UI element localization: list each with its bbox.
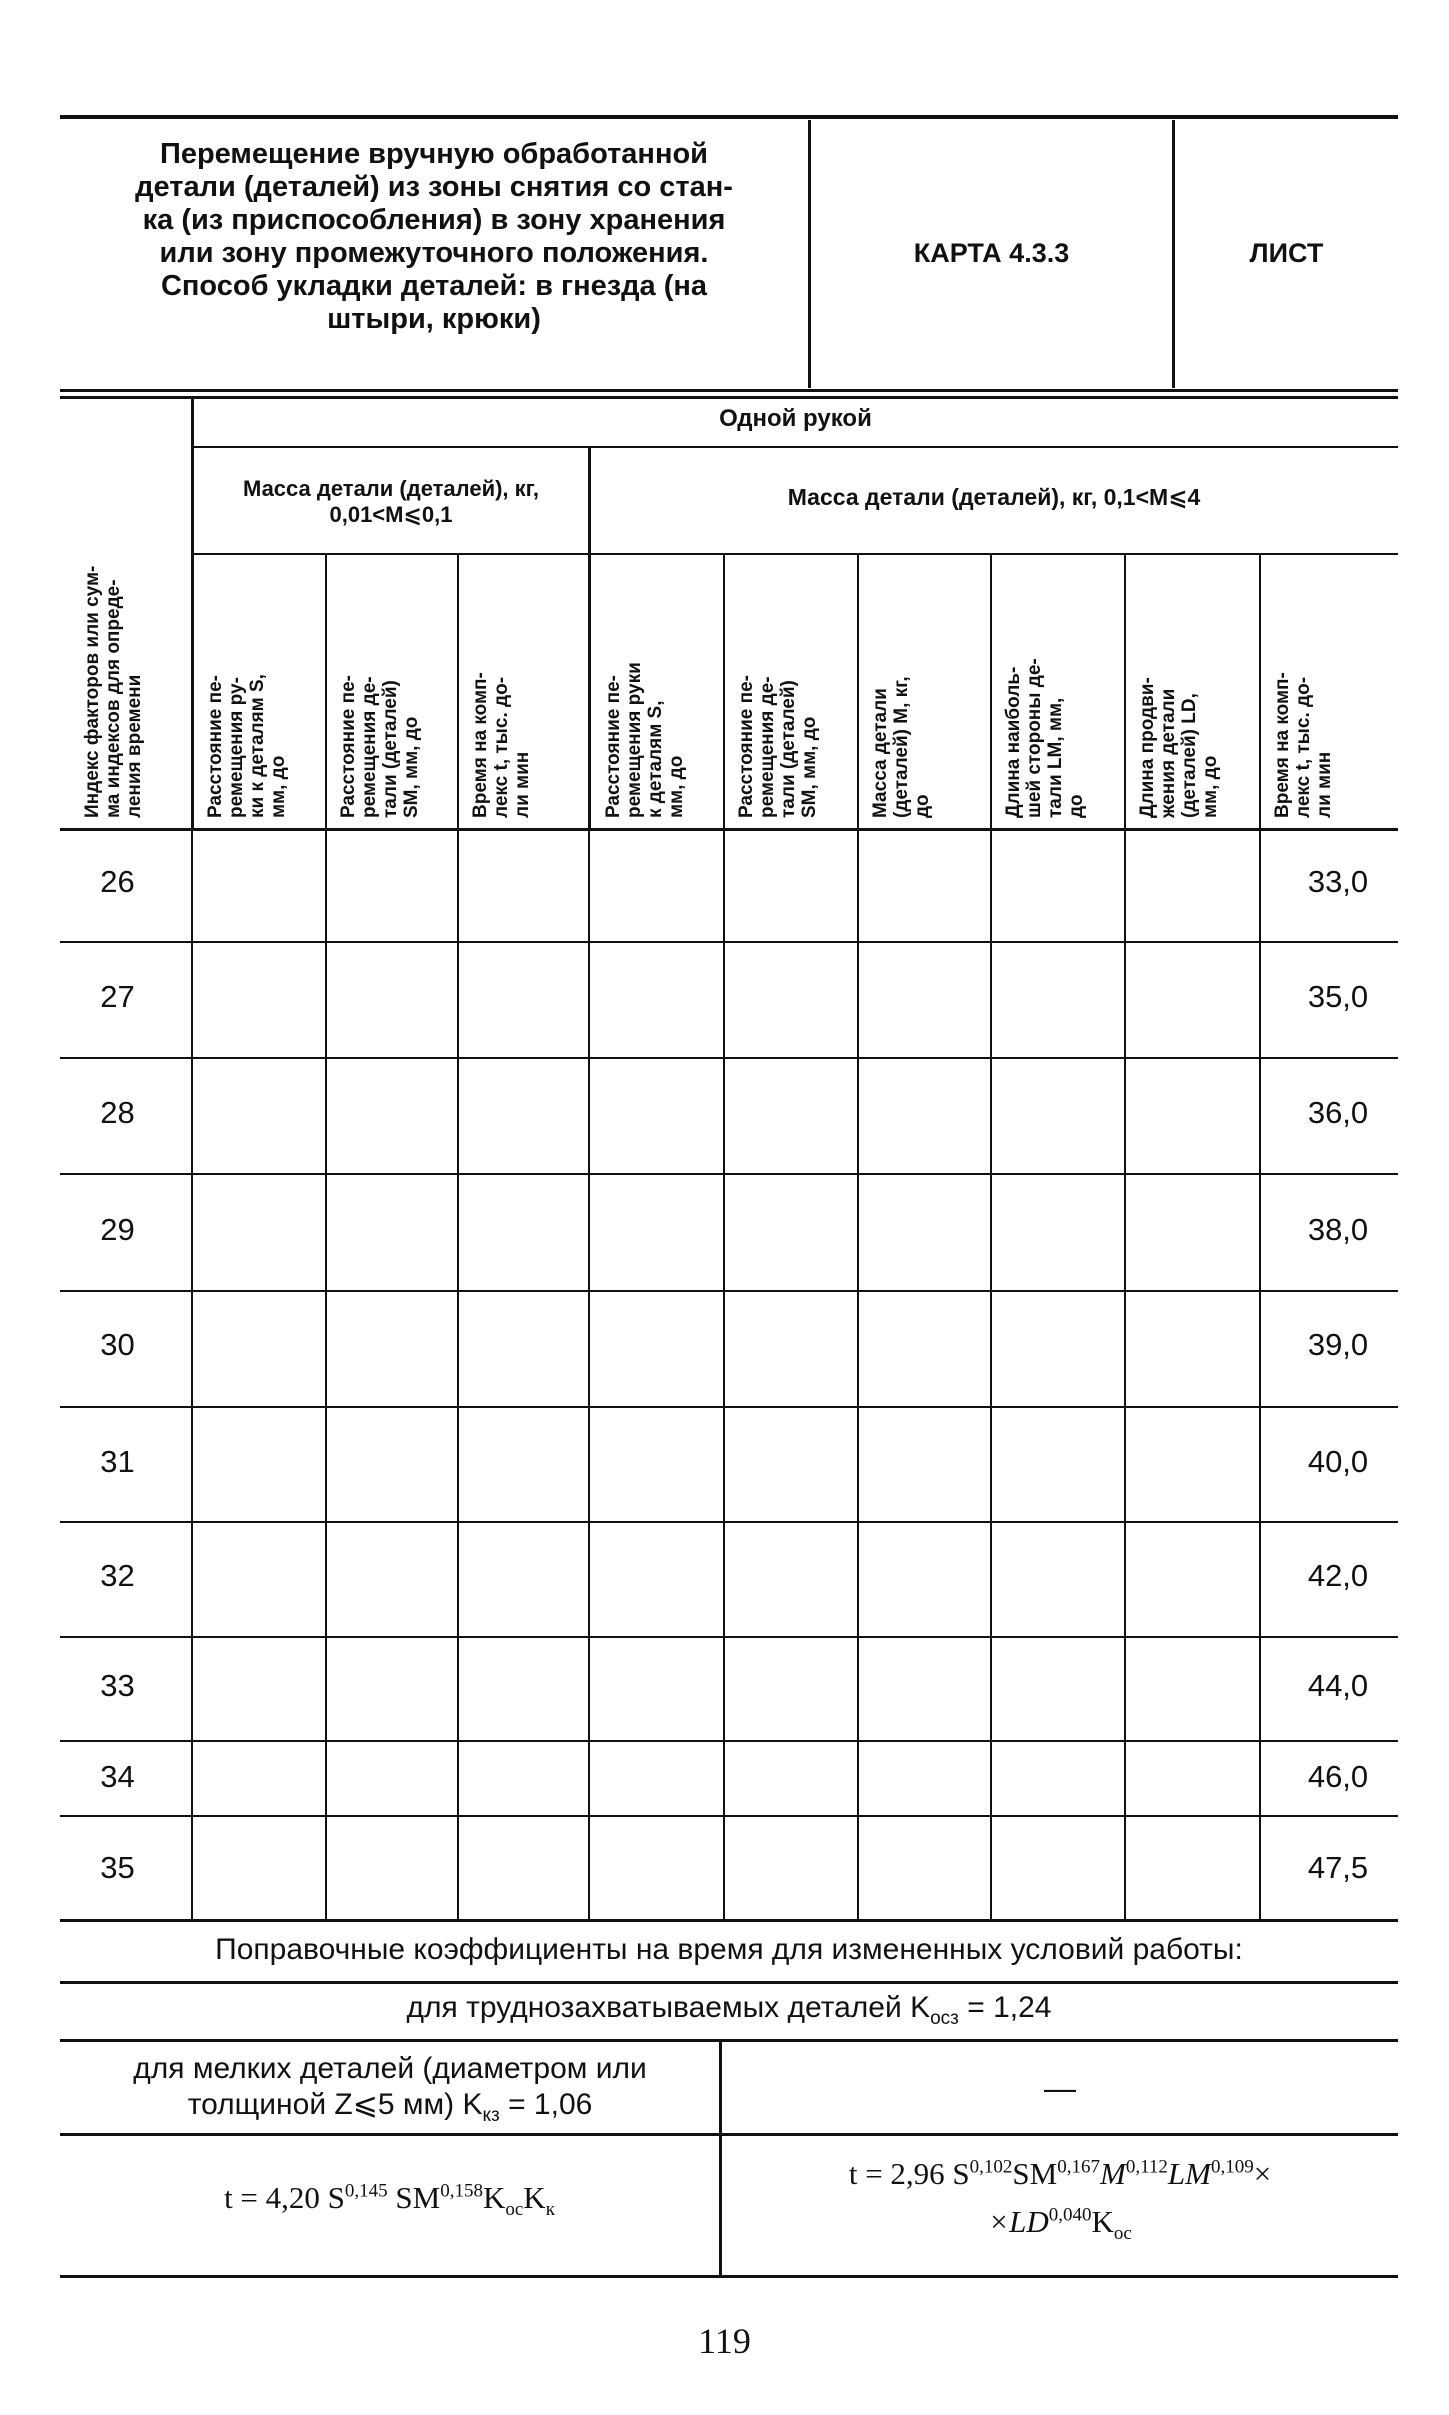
subgroup-left-header: Масса детали (деталей), кг, 0,01<M⩽0,1 [242, 476, 540, 527]
row-index: 26 [100, 864, 135, 899]
row-rule [60, 1173, 1398, 1175]
formula-term: × [1253, 2156, 1272, 2191]
formula-bottom-rule [60, 2275, 1398, 2278]
column-header: Расстояние пе- ремещения руки к деталям S, мм, до [603, 662, 687, 818]
column-header: Расстояние пе- ремещения ру- ки к деталям S, мм, до [205, 674, 289, 818]
subgroup-rule [193, 553, 1398, 555]
row-index: 28 [100, 1095, 135, 1130]
column-header: Время на комп- лекс t, тыс. до- ли мин [470, 672, 533, 818]
body-col-rule [191, 831, 193, 1919]
hard-to-grip-label: для труднозахватываемых деталей K [406, 1991, 931, 2024]
body-col-rule [325, 831, 327, 1919]
formula-term: K [482, 2180, 506, 2215]
index-col-rule [191, 398, 194, 830]
table-top-rule [60, 396, 1398, 399]
corrections-rule [60, 1981, 1398, 1984]
col-rule [1124, 554, 1126, 830]
header-body-rule [60, 828, 1398, 831]
col-rule [325, 554, 327, 830]
formula-exp: 0,167 [1057, 2156, 1100, 2178]
card-title-line: детали (деталей) из зоны снятия со стан- [135, 171, 733, 203]
card-title-line: штыри, крюки) [327, 303, 541, 335]
group-header: Одной рукой [719, 405, 872, 432]
row-index: 33 [100, 1668, 135, 1703]
row-rule [60, 1740, 1398, 1742]
index-column-header: Индекс факторов или сум- ма индексов для опреде- ления времени [82, 565, 145, 818]
small-parts-label: толщиной Z⩽5 мм) K [187, 2088, 483, 2121]
card-number: КАРТА 4.3.3 [913, 238, 1070, 268]
header-bottom-rule [60, 389, 1398, 392]
row-time: 42,0 [1307, 1558, 1369, 1593]
formula-term: SM [387, 2180, 441, 2215]
row-time: 36,0 [1307, 1095, 1369, 1130]
formula-exp: 0,040 [1048, 2204, 1092, 2226]
formula-sub: oc [505, 2199, 524, 2221]
subgroup-divider [588, 447, 591, 830]
formula-exp: 0,145 [344, 2180, 388, 2202]
subgroup-right-header: Масса детали (деталей), кг, 0,1<M⩽4 [787, 484, 1201, 510]
col-rule [1259, 554, 1261, 830]
body-col-rule [1259, 831, 1261, 1919]
card-title-line: Способ укладки деталей: в гнезда (на [160, 270, 708, 302]
col-rule [857, 554, 859, 830]
hard-to-grip-coefficient [60, 1991, 1398, 2029]
small-parts-dash: — [1044, 2070, 1076, 2106]
small-parts-subscript: кз [482, 2105, 500, 2126]
row-time: 33,0 [1307, 864, 1369, 899]
small-parts-coefficient [60, 2051, 720, 2126]
formula-right-line [722, 2198, 1398, 2246]
group-rule [193, 446, 1398, 448]
formula-top-rule [60, 2133, 1398, 2136]
formula-exp: 0,102 [969, 2156, 1013, 2178]
card-title-line: или зону промежуточного положения. [159, 237, 709, 269]
formula-left-lead: t = 4,20 S [224, 2180, 345, 2215]
card-title-line: ка (из приспособления) в зону хранения [142, 204, 726, 236]
row-index: 31 [100, 1444, 135, 1479]
sheet-label: ЛИСТ [1249, 238, 1324, 268]
page-number: 119 [698, 2321, 751, 2361]
small-parts-top-rule [60, 2039, 1398, 2042]
card-title [60, 138, 808, 336]
hard-to-grip-subscript: оcз [930, 2008, 959, 2029]
body-col-rule [990, 831, 992, 1919]
formula-right [722, 2150, 1398, 2246]
column-header: Длина наиболь- шей стороны де- тали LM, мм, до [1003, 658, 1087, 818]
row-rule [60, 1521, 1398, 1523]
row-index: 34 [100, 1759, 135, 1794]
column-header: Масса детали (деталей) M, кг, до [870, 676, 933, 818]
row-rule [60, 1057, 1398, 1059]
col-rule [990, 554, 992, 830]
formula-term: SM [1012, 2156, 1058, 2191]
column-header: Расстояние пе- ремещения де- тали (деталей) SM, мм, до [736, 675, 820, 818]
formula-term: M [1099, 2156, 1126, 2191]
formula-exp: 0,158 [440, 2180, 483, 2202]
row-time: 47,5 [1307, 1850, 1369, 1885]
formula-sub: oc [1113, 2223, 1132, 2245]
row-rule [60, 941, 1398, 943]
row-time: 46,0 [1307, 1759, 1369, 1794]
table-bottom-rule [60, 1919, 1398, 1922]
row-time: 40,0 [1307, 1444, 1369, 1479]
formula-exp: 0,112 [1125, 2156, 1168, 2178]
hard-to-grip-value: = 1,24 [958, 1991, 1052, 2024]
row-time: 44,0 [1307, 1668, 1369, 1703]
formula-term: ×LD [988, 2204, 1049, 2239]
row-index: 27 [100, 979, 135, 1014]
small-parts-value: = 1,06 [499, 2088, 593, 2121]
row-index: 30 [100, 1327, 135, 1362]
body-col-rule [1124, 831, 1126, 1919]
col-rule [723, 554, 725, 830]
row-rule [60, 1406, 1398, 1408]
formula-right-lead: t = 2,96 S [848, 2156, 970, 2191]
small-parts-line [60, 2087, 720, 2126]
corrections-heading: Поправочные коэффициенты на время для измененных условий работы: [215, 1933, 1243, 1966]
body-col-rule [588, 831, 590, 1919]
row-rule [60, 1815, 1398, 1817]
formula-term: LM [1167, 2156, 1211, 2191]
row-time: 35,0 [1307, 979, 1369, 1014]
formula-term: K [523, 2180, 546, 2215]
formula-sub: к [545, 2199, 555, 2221]
column-header: Длина продви- жения детали (деталей) LD, мм, до [1137, 677, 1221, 818]
column-header: Время на комп- лекс t, тыс. до- ли мин [1272, 672, 1335, 818]
row-rule [60, 1290, 1398, 1292]
column-header: Расстояние пе- ремещения де- тали (деталей) SM, мм, до [338, 675, 422, 818]
formula-left [60, 2180, 719, 2221]
row-index: 35 [100, 1850, 135, 1885]
body-col-rule [457, 831, 459, 1919]
row-time: 39,0 [1307, 1327, 1369, 1362]
small-parts-line: для мелких деталей (диаметром или [133, 2052, 647, 2085]
row-time: 38,0 [1307, 1212, 1369, 1247]
row-index: 29 [100, 1212, 135, 1247]
formula-term: K [1091, 2204, 1114, 2239]
col-rule [457, 554, 459, 830]
row-rule [60, 1636, 1398, 1638]
formula-exp: 0,109 [1210, 2156, 1254, 2178]
body-col-rule [857, 831, 859, 1919]
body-col-rule [723, 831, 725, 1919]
header-top-rule [60, 115, 1398, 119]
card-title-line: Перемещение вручную обработанной [159, 138, 708, 170]
formula-right-line [722, 2150, 1398, 2198]
row-index: 32 [100, 1558, 135, 1593]
